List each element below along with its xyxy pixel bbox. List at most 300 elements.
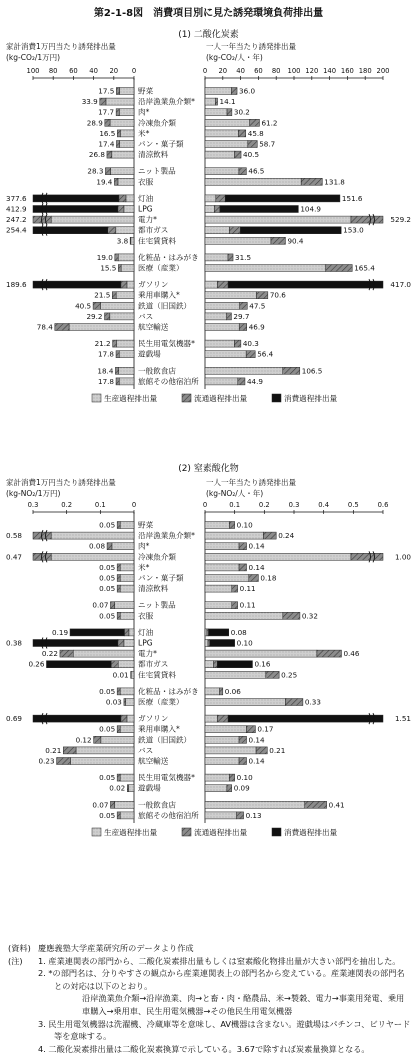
nox-right-value: 0.14	[248, 756, 265, 766]
co2-right-value: 151.6	[341, 193, 363, 203]
co2-category-label: 遊戯場	[138, 349, 161, 359]
co2-left-tick: 60	[69, 67, 78, 75]
co2-left-bar-seg	[55, 324, 69, 331]
nox-left-value: 0.05	[99, 584, 116, 594]
co2-left-tick: 0	[131, 67, 137, 75]
nox-right-bar-seg	[205, 758, 239, 765]
nox-right-tick: 0.3	[288, 501, 300, 509]
co2-left-bar-seg	[119, 351, 134, 358]
co2-right-value: 165.4	[354, 263, 375, 273]
nox-right-bar-seg	[205, 801, 305, 808]
nox-right-bar-seg	[205, 612, 283, 619]
co2-left-bar-seg	[116, 292, 134, 299]
nox-right-bar-seg	[229, 774, 234, 781]
co2-left-value: 377.6	[6, 193, 27, 203]
co2-right-bar-seg	[239, 324, 247, 331]
co2-category-label: 住宅賃貸料	[138, 236, 176, 246]
nox-left-header-1: 家計消費1万円当たり誘発排出量	[6, 478, 116, 487]
co2-right-bar-seg	[205, 119, 250, 126]
nox-left-header-2: (kg-NO₂/1万円)	[6, 489, 61, 498]
co2-right-value: 31.5	[235, 252, 252, 262]
co2-right-bar-seg	[205, 302, 240, 309]
nox-right-tick: 0.5	[347, 501, 359, 509]
nox-left-bar-seg	[126, 699, 134, 706]
co2-right-bar-seg	[230, 227, 241, 234]
nox-category-label: 米*	[138, 562, 150, 572]
co2-right-value: 14.1	[219, 97, 236, 107]
note-item-1: 1. 産業連関表の部門から、二酸化炭素排出量もしくは窒素酸化物排出量が大きい部門を抽出した。	[38, 955, 401, 966]
nox-right-bar-seg	[205, 726, 246, 733]
co2-right-header-2: (kg-CO₂/人・年)	[206, 53, 263, 62]
co2-category-label: 沿岸漁業魚介類*	[138, 97, 195, 107]
co2-right-bar-seg	[214, 206, 220, 213]
co2-right-bar-seg	[235, 151, 241, 158]
nox-left-value: 0.05	[99, 773, 116, 783]
co2-left-bar-seg	[108, 227, 116, 234]
co2-left-bar-seg	[118, 254, 134, 261]
co2-right-bar-seg	[205, 109, 227, 116]
co2-left-value: 18.4	[97, 366, 114, 376]
co2-right-bar-seg	[205, 206, 214, 213]
nox-left-bar-seg	[129, 629, 134, 636]
nox-right-value: 1.51	[394, 714, 411, 724]
nox-section-title: (2) 窒素酸化物	[178, 464, 239, 474]
nox-left-bar-seg	[120, 575, 134, 582]
nox-left-bar-seg	[120, 585, 134, 592]
co2-left-value: 21.5	[94, 290, 111, 300]
co2-left-bar-seg	[120, 130, 134, 137]
co2-left-bar-seg	[110, 119, 134, 126]
nox-left-tick: 0.1	[94, 501, 106, 509]
nox-left-tick: 0.2	[61, 501, 73, 509]
co2-right-value: 529.2	[390, 215, 411, 225]
nox-right-bar-seg	[205, 736, 239, 743]
co2-category-label: 乗用車購入*	[138, 290, 180, 300]
nox-left-bar-seg	[127, 785, 128, 792]
co2-left-header-1: 家計消費1万円当たり誘発排出量	[6, 42, 116, 51]
nox-right-bar-seg	[210, 640, 235, 647]
nox-right-value: 0.08	[230, 627, 247, 637]
nox-right-header-1: 一人一年当たり誘発排出量	[206, 478, 296, 487]
co2-right-bar-seg	[250, 119, 260, 126]
co2-left-bar-seg	[112, 151, 134, 158]
nox-category-label: バス	[138, 745, 154, 755]
co2-right-bar-seg	[205, 265, 326, 272]
co2-right-tick: 180	[358, 67, 372, 75]
nox-left-bar-seg	[70, 629, 124, 636]
co2-left-bar-seg	[51, 216, 134, 223]
nox-category-label: パン・菓子類	[138, 573, 184, 583]
co2-category-label: パン・菓子類	[138, 139, 184, 149]
nox-right-bar-seg	[214, 661, 218, 668]
nox-category-label: 乗用車購入*	[138, 724, 180, 734]
nox-category-label: 衣服	[138, 611, 154, 621]
nox-left-value: 0.47	[6, 552, 23, 562]
co2-left-bar-seg	[130, 237, 131, 244]
nox-left-bar-seg	[127, 715, 134, 722]
nox-right-bar-seg	[205, 602, 232, 609]
co2-right-bar-seg	[205, 367, 283, 374]
co2-left-value: 16.5	[99, 128, 116, 138]
co2-left-value: 33.9	[81, 97, 98, 107]
co2-left-header-2: (kg-CO₂/1万円)	[6, 53, 61, 62]
notes-label: (注)	[8, 955, 23, 966]
co2-right-value: 46.5	[248, 166, 265, 176]
co2-right-tick: 100	[287, 67, 301, 75]
nox-right-bar-seg	[239, 736, 246, 743]
co2-right-tick: 20	[218, 67, 228, 75]
nox-left-bar-seg	[124, 640, 134, 647]
co2-right-bar-seg	[238, 130, 245, 137]
co2-left-value: 17.8	[98, 376, 115, 386]
co2-category-label: 灯油	[138, 193, 154, 203]
co2-left-bar-seg	[114, 178, 118, 185]
co2-left-bar-seg	[119, 378, 134, 385]
nox-right-bar-seg	[209, 629, 229, 636]
nox-right-bar-seg	[239, 758, 246, 765]
nox-left-bar-seg	[51, 553, 134, 560]
nox-right-bar-seg	[220, 688, 223, 695]
nox-chart	[0, 498, 417, 850]
nox-right-bar-seg	[266, 671, 279, 678]
co2-left-bar-seg	[116, 351, 119, 358]
co2-left-bar-seg	[111, 168, 134, 175]
note-item-4: 4. 二酸化炭素排出量は二酸化炭素換算で示している。3.67で除すれば炭素量換算となる。	[38, 1043, 370, 1054]
co2-category-label: 一般飲食店	[138, 366, 176, 376]
co2-right-value: 45.8	[247, 128, 264, 138]
nox-category-label: 旅館その他宿泊所	[138, 810, 199, 820]
co2-right-value: 70.6	[269, 290, 286, 300]
nox-right-bar-seg	[205, 522, 229, 529]
co2-right-bar-seg	[326, 265, 352, 272]
co2-category-label: 冷凍魚介類	[138, 118, 176, 128]
co2-left-bar-seg	[116, 88, 119, 95]
nox-left-bar-seg	[111, 661, 118, 668]
co2-category-label: 肉*	[138, 107, 150, 117]
nox-right-value: 0.18	[260, 573, 277, 583]
nox-left-tick: 0	[131, 501, 137, 509]
nox-right-bar-seg	[256, 747, 267, 754]
nox-left-bar-seg	[63, 747, 76, 754]
nox-left-value: 0.05	[99, 724, 116, 734]
co2-left-value: 19.0	[96, 252, 113, 262]
figure-title: 第2-1-8図 消費項目別に見た誘発環境負荷排出量	[93, 8, 324, 19]
co2-right-bar-seg	[228, 254, 233, 261]
nox-left-bar-seg	[117, 585, 120, 592]
nox-category-label: 化粧品・はみがき	[138, 686, 199, 696]
nox-right-bar-seg	[205, 585, 232, 592]
co2-left-bar-seg	[120, 88, 134, 95]
nox-right-value: 0.13	[245, 810, 262, 820]
nox-category-label: 医療（産業）	[138, 697, 184, 707]
co2-left-value: 26.8	[88, 150, 105, 160]
nox-category-label: 電力*	[138, 649, 157, 659]
nox-left-bar-seg	[120, 688, 134, 695]
nox-left-value: 0.03	[105, 697, 122, 707]
nox-left-bar-seg	[51, 532, 134, 539]
co2-right-tick: 140	[323, 67, 337, 75]
co2-left-bar-seg	[100, 98, 106, 105]
co2-right-value: 90.4	[287, 236, 304, 246]
co2-category-label: 米*	[138, 128, 150, 138]
co2-right-bar-seg	[217, 281, 228, 288]
co2-category-label: 医療（産業）	[138, 263, 184, 273]
nox-left-bar-seg	[118, 661, 134, 668]
nox-right-bar-seg	[205, 688, 220, 695]
co2-left-bar-seg	[110, 313, 134, 320]
nox-left-bar-seg	[76, 747, 134, 754]
co2-chart	[0, 64, 417, 414]
nox-right-value: 0.09	[233, 783, 250, 793]
co2-category-label: ニット製品	[138, 166, 176, 176]
co2-right-bar-seg	[228, 281, 383, 288]
co2-category-label: 鉄道（旧国鉄）	[138, 301, 192, 311]
nox-right-bar-seg	[217, 661, 252, 668]
co2-right-bar-seg	[205, 324, 239, 331]
nox-right-bar-seg	[205, 532, 263, 539]
nox-category-label: ニット製品	[138, 600, 176, 610]
co2-left-value: 15.5	[100, 263, 117, 273]
nox-category-label: 灯油	[138, 627, 154, 637]
co2-left-value: 412.9	[6, 204, 27, 214]
co2-right-bar-seg	[234, 340, 240, 347]
co2-right-value: 131.8	[324, 177, 345, 187]
nox-legend-label: 流通過程排出量	[194, 828, 248, 837]
nox-right-bar-seg	[285, 699, 303, 706]
nox-category-label: 沿岸漁業魚介類*	[138, 531, 195, 541]
co2-left-bar-seg	[113, 340, 117, 347]
co2-left-tick: 100	[26, 67, 40, 75]
nox-left-bar-seg	[117, 522, 120, 529]
nox-right-value: 0.16	[254, 659, 271, 669]
nox-left-bar-seg	[57, 758, 71, 765]
co2-right-tick: 60	[254, 67, 263, 75]
co2-left-value: 19.4	[96, 177, 113, 187]
co2-left-value: 21.2	[94, 339, 111, 349]
nox-left-value: 0.19	[52, 627, 69, 637]
note-mapping: 沿岸漁業魚介類→沿岸漁業、肉→と畜・肉・酪農品、米→製穀、電力→事業用発電、乗用車購入→乗用車、民生用電気機器→その他民生用電気機器	[82, 993, 405, 1016]
co2-right-value: 30.2	[233, 107, 250, 117]
nox-left-value: 0.05	[99, 611, 116, 621]
nox-right-value: 0.17	[257, 724, 274, 734]
nox-left-bar-seg	[118, 640, 124, 647]
co2-right-bar-seg	[216, 195, 225, 202]
co2-left-bar-seg	[115, 254, 118, 261]
nox-right-bar-seg	[305, 801, 327, 808]
nox-left-value: 0.26	[28, 659, 45, 669]
co2-right-bar-seg	[205, 168, 239, 175]
nox-right-tick: 0.6	[377, 501, 389, 509]
nox-right-bar-seg	[237, 812, 244, 819]
co2-right-tick: 80	[271, 67, 281, 75]
nox-right-value: 0.14	[248, 562, 265, 572]
co2-right-bar-seg	[205, 151, 235, 158]
co2-right-tick: 0	[202, 67, 208, 75]
nox-right-value: 0.25	[281, 670, 298, 680]
co2-right-value: 47.5	[249, 301, 266, 311]
co2-right-bar-seg	[205, 351, 246, 358]
co2-right-tick: 120	[305, 67, 319, 75]
nox-left-value: 0.05	[99, 520, 116, 530]
note-item-3: 3. 民生用電気機器は洗濯機、冷蔵庫等を意味し、AV機器は含まない。遊戯場はパチンコ、ビリヤード等を意味する。	[38, 1018, 411, 1042]
nox-left-bar-seg	[110, 602, 114, 609]
co2-right-value: 40.3	[242, 339, 259, 349]
co2-right-bar-seg	[205, 88, 231, 95]
nox-right-value: 0.32	[301, 611, 318, 621]
co2-right-value: 46.9	[248, 322, 265, 332]
co2-right-value: 44.9	[246, 376, 263, 386]
co2-right-bar-seg	[205, 313, 227, 320]
co2-right-bar-seg	[351, 216, 383, 223]
co2-right-header-1: 一人一年当たり誘発排出量	[206, 42, 296, 51]
co2-right-bar-seg	[246, 351, 255, 358]
co2-right-bar-seg	[227, 109, 232, 116]
nox-left-bar-seg	[120, 564, 134, 571]
co2-right-bar-seg	[205, 281, 217, 288]
nox-left-bar-seg	[115, 602, 134, 609]
nox-category-label: ガソリン	[138, 714, 169, 724]
nox-right-bar-seg	[205, 661, 214, 668]
nox-right-tick: 0	[202, 501, 208, 509]
co2-legend-label: 消費過程排出量	[284, 394, 338, 403]
co2-left-bar-seg	[124, 206, 134, 213]
nox-left-bar-seg	[117, 812, 120, 819]
nox-left-bar-seg	[101, 736, 134, 743]
co2-right-value: 104.9	[300, 204, 321, 214]
nox-right-bar-seg	[205, 671, 266, 678]
nox-left-value: 0.08	[89, 541, 106, 551]
nox-right-bar-seg	[263, 532, 276, 539]
co2-left-bar-seg	[116, 227, 134, 234]
nox-category-label: 野菜	[138, 520, 154, 530]
nox-right-value: 0.46	[343, 649, 360, 659]
nox-left-bar-seg	[120, 522, 134, 529]
nox-right-bar-seg	[205, 543, 239, 550]
nox-category-label: 遊戯場	[138, 783, 161, 793]
nox-right-bar-seg	[232, 585, 238, 592]
co2-left-bar-seg	[116, 378, 119, 385]
co2-left-bar-seg	[118, 265, 121, 272]
co2-right-value: 61.2	[261, 118, 278, 128]
co2-right-tick: 160	[340, 67, 354, 75]
co2-right-bar-seg	[257, 292, 268, 299]
nox-category-label: 航空輸送	[138, 756, 169, 766]
nox-legend-swatch	[182, 828, 191, 836]
nox-left-value: 0.02	[109, 783, 126, 793]
nox-left-bar-seg	[117, 688, 120, 695]
co2-left-bar-seg	[117, 130, 120, 137]
co2-left-value: 17.7	[98, 107, 115, 117]
co2-category-label: 民生用電気機器*	[138, 339, 195, 349]
co2-left-value: 78.4	[36, 322, 53, 332]
nox-right-tick: 0.1	[229, 501, 241, 509]
nox-left-value: 0.05	[99, 573, 116, 583]
nox-left-bar-seg	[107, 543, 112, 550]
co2-right-bar-seg	[283, 367, 300, 374]
nox-left-value: 0.12	[75, 735, 92, 745]
nox-left-bar-seg	[117, 612, 120, 619]
nox-left-bar-seg	[117, 774, 120, 781]
nox-right-bar-seg	[317, 650, 342, 657]
nox-left-bar-seg	[73, 650, 134, 657]
co2-left-bar-seg	[100, 302, 134, 309]
nox-category-label: LPG	[138, 638, 153, 648]
co2-right-bar-seg	[271, 237, 285, 244]
nox-right-value: 0.11	[239, 600, 256, 610]
nox-left-bar-seg	[131, 671, 132, 678]
nox-left-bar-seg	[121, 715, 127, 722]
nox-left-value: 0.23	[38, 756, 55, 766]
co2-section-title: (1) 二酸化炭素	[178, 30, 239, 40]
co2-left-bar-seg	[112, 292, 116, 299]
nox-right-bar-seg	[208, 640, 210, 647]
nox-right-bar-seg	[246, 726, 255, 733]
nox-category-label: 民生用電気機器*	[138, 773, 195, 783]
co2-right-bar-seg	[220, 206, 298, 213]
nox-right-value: 0.24	[278, 531, 295, 541]
nox-right-bar-seg	[205, 629, 207, 636]
nox-legend-label: 生産過程排出量	[104, 828, 158, 837]
nox-category-label: 住宅賃貸料	[138, 670, 176, 680]
co2-legend-swatch	[182, 394, 191, 402]
nox-category-label: 肉*	[138, 541, 150, 551]
co2-right-tick: 200	[376, 67, 390, 75]
nox-left-bar-seg	[71, 758, 134, 765]
co2-right-bar-seg	[227, 313, 232, 320]
nox-right-bar-seg	[205, 553, 351, 560]
nox-right-bar-seg	[205, 575, 249, 582]
co2-right-bar-seg	[215, 98, 217, 105]
nox-legend-label: 消費過程排出量	[284, 828, 338, 837]
co2-left-bar-seg	[131, 237, 134, 244]
nox-right-value: 0.10	[236, 520, 253, 530]
nox-right-bar-seg	[227, 785, 232, 792]
nox-left-value: 0.01	[112, 670, 129, 680]
nox-right-bar-seg	[351, 553, 383, 560]
nox-right-bar-seg	[205, 564, 239, 571]
notes-block	[8, 942, 412, 1055]
co2-right-bar-seg	[205, 178, 301, 185]
co2-left-bar-seg	[115, 367, 118, 374]
nox-right-bar-seg	[205, 699, 285, 706]
co2-left-bar-seg	[105, 313, 110, 320]
co2-left-value: 29.2	[86, 311, 103, 321]
co2-left-tick: 20	[109, 67, 119, 75]
co2-left-value: 254.4	[6, 225, 27, 235]
nox-category-label: 都市ガス	[138, 659, 169, 669]
note-item-2: 2. *の部門名は、分りやすさの観点から産業連関表上の部門名から変えている。産業連関表の部門名との対応は以下のとおり。	[38, 968, 405, 991]
co2-category-label: 都市ガス	[138, 225, 169, 235]
co2-left-value: 17.8	[98, 349, 115, 359]
co2-left-bar-seg	[116, 141, 119, 148]
nox-right-bar-seg	[205, 650, 317, 657]
co2-category-label: バス	[138, 311, 154, 321]
co2-category-label: 野菜	[138, 86, 154, 96]
nox-left-bar-seg	[120, 812, 134, 819]
nox-right-bar-seg	[229, 522, 234, 529]
nox-left-bar-seg	[115, 801, 134, 808]
co2-left-bar-seg	[121, 265, 134, 272]
co2-right-value: 29.7	[233, 311, 250, 321]
co2-legend-label: 生産過程排出量	[104, 394, 158, 403]
co2-left-value: 28.3	[87, 166, 104, 176]
co2-left-bar-seg	[119, 195, 126, 202]
co2-right-bar-seg	[238, 378, 245, 385]
co2-right-bar-seg	[205, 141, 248, 148]
nox-left-bar-seg	[117, 575, 120, 582]
source-text: 慶應義塾大学産業研究所のデータより作成	[38, 943, 194, 953]
co2-right-bar-seg	[225, 195, 340, 202]
